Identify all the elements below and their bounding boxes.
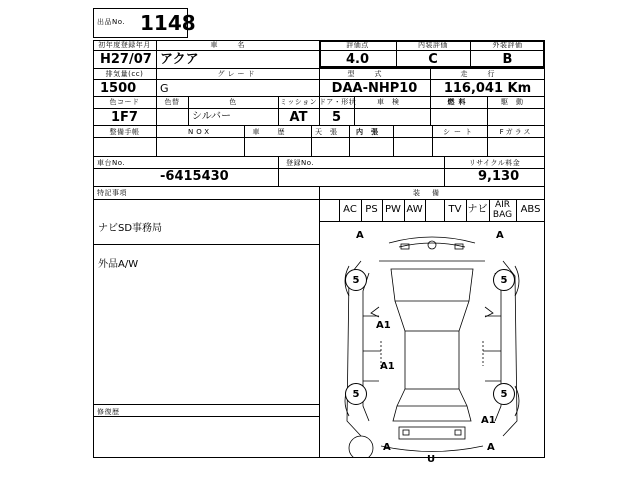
lot-number: 1148 <box>140 11 196 35</box>
label-exterior: 外装評価 <box>492 41 523 49</box>
equip-tv: TV <box>448 204 462 215</box>
damage-front-left: A <box>356 230 364 241</box>
label-drive: 駆動 <box>501 98 531 106</box>
label-equipment: 装備 <box>413 189 451 197</box>
label-type: 型式 <box>347 70 402 78</box>
equip-ac: AC <box>343 204 357 215</box>
value-color: シルバー <box>192 111 232 122</box>
label-repair-history: 修復歴 <box>97 408 120 416</box>
damage-front-right: A <box>496 230 504 241</box>
label-interior-trim: 内張 <box>356 128 386 136</box>
value-model: アクア <box>160 52 199 67</box>
value-recycle: 9,130 <box>478 169 520 184</box>
label-chassis: 車台No. <box>97 159 126 167</box>
tire-front-left: 5 <box>345 269 367 291</box>
equip-navi: ナビ <box>467 204 488 215</box>
value-doors: 5 <box>331 110 342 125</box>
tire-rear-left: 5 <box>345 383 367 405</box>
damage-door-rear-left: A1 <box>380 361 395 372</box>
special-note-line-1: ナビSD事務局 <box>98 223 163 234</box>
label-score: 評価点 <box>346 41 369 49</box>
value-interior: C <box>428 52 438 67</box>
label-color: 色 <box>229 98 237 106</box>
value-reg-year: H27/07 <box>100 52 152 67</box>
value-exterior: B <box>502 52 513 67</box>
equip-pw: PW <box>385 204 401 215</box>
equip-ps: PS <box>365 204 378 215</box>
label-special-notes: 特記事項 <box>97 189 127 197</box>
label-nox: NOX <box>187 128 213 136</box>
value-score: 4.0 <box>345 52 370 67</box>
lot-label: 出品No. <box>97 18 126 26</box>
label-ceiling: 天張 <box>315 128 345 136</box>
equip-airbag: AIR BAG <box>492 200 513 220</box>
value-chassis: -6415430 <box>160 169 229 184</box>
label-grade: グレード <box>217 70 258 78</box>
value-grade: G <box>160 82 169 95</box>
label-history: 車歴 <box>252 128 303 136</box>
damage-door-front-left: A1 <box>376 320 391 331</box>
value-color-code: 1F7 <box>111 110 138 125</box>
label-inspection: 車検 <box>377 98 407 106</box>
car-damage-diagram <box>319 221 545 458</box>
label-mileage: 走行 <box>460 70 515 78</box>
tire-rear-right: 5 <box>493 383 515 405</box>
label-color-code: 色コード <box>109 98 140 106</box>
special-note-line-2: 外品A/W <box>98 259 139 270</box>
value-mileage: 116,041 Km <box>443 81 532 96</box>
damage-rear-u: U <box>427 454 436 465</box>
label-fuel: 燃料 <box>447 98 470 106</box>
label-model: 車名 <box>210 41 265 49</box>
value-type: DAA-NHP10 <box>331 81 418 96</box>
value-displacement: 1500 <box>100 81 137 96</box>
label-displacement: 排気量(cc) <box>105 70 144 78</box>
label-interior: 内装評価 <box>418 41 448 49</box>
damage-rear-right: A1 <box>481 415 496 426</box>
label-doors: ドア・形状 <box>319 98 357 106</box>
label-reg-year: 初年度登録年月 <box>98 41 151 49</box>
label-registration: 登録No. <box>286 159 315 167</box>
label-glass: Fガラス <box>499 128 533 136</box>
value-transmission: AT <box>289 110 308 125</box>
label-transmission: ミッション <box>279 98 318 106</box>
equip-abs: ABS <box>520 204 541 215</box>
label-recycle: リサイクル料金 <box>468 159 521 167</box>
tire-front-right: 5 <box>493 269 515 291</box>
label-color-swap: 色替 <box>164 98 180 106</box>
label-maintenance: 整備手帳 <box>109 128 140 136</box>
damage-rear-right-a: A <box>487 442 495 453</box>
equip-aw: AW <box>406 204 423 215</box>
damage-rear-left-a: A <box>383 442 391 453</box>
label-seat: シート <box>443 128 476 136</box>
